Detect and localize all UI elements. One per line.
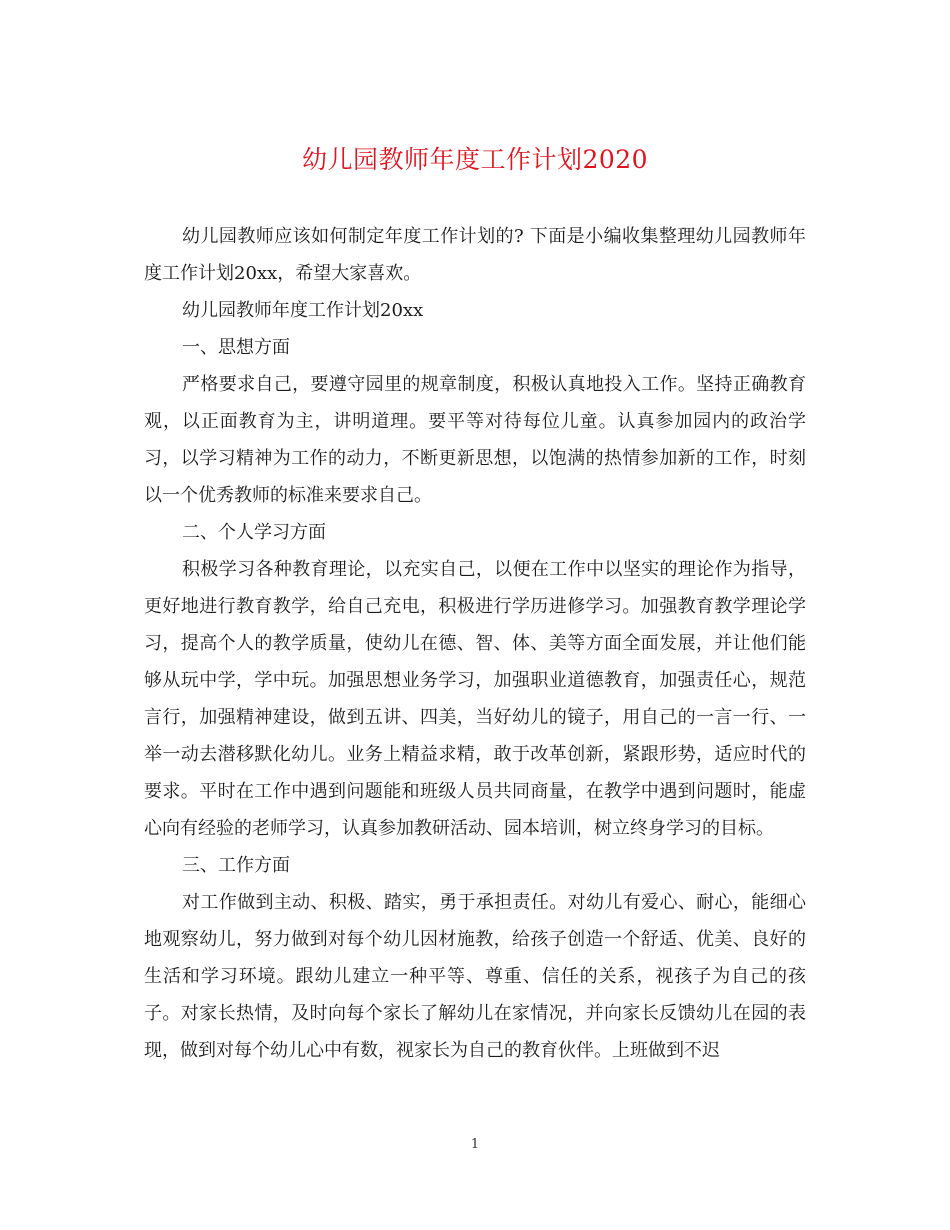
section-heading-work: 三、工作方面 — [182, 855, 290, 876]
page-number: 1 — [470, 1137, 480, 1152]
section-heading-ideology: 一、思想方面 — [182, 337, 290, 358]
work-paragraph: 对工作做到主动、积极、踏实，勇于承担责任。对幼儿有爱心、耐心，能细心地观察幼儿，努力做到对每个幼儿因材施教，给孩子创造一个舒适、优美、良好的生活和学习环境。跟幼儿建立一种平等、尊重、信任的关系，视孩子为自己的孩子。对家长热情，及时向每个家长了解幼儿在家情况，并向家长反馈幼儿在园的表现，做到对每个幼儿心中有数，视家长为自己的教育伙伴。上班做到不迟 — [144, 892, 806, 1061]
page-title: 幼儿园教师年度工作计划2020 — [301, 145, 649, 174]
section-heading-personal-study: 二、个人学习方面 — [182, 522, 326, 543]
subtitle-paragraph: 幼儿园教师年度工作计划20xx — [182, 300, 424, 321]
intro-paragraph: 幼儿园教师应该如何制定年度工作计划的? 下面是小编收集整理幼儿园教师年度工作计划20xx，希望大家喜欢。 — [144, 226, 806, 284]
document-body — [144, 218, 806, 1069]
personal-study-paragraph: 积极学习各种教育理论，以充实自己，以便在工作中以坚实的理论作为指导，更好地进行教育教学，给自己充电，积极进行学历进修学习。加强教育教学理论学习，提高个人的教学质量，使幼儿在德、智、体、美等方面全面发展，并让他们能够从玩中学，学中玩。加强思想业务学习，加强职业道德教育，加强责任心，规范言行，加强精神建设，做到五讲、四美，当好幼儿的镜子，用自己的一言一行、一举一动去潜移默化幼儿。业务上精益求精，敢于改革创新，紧跟形势，适应时代的要求。平时在工作中遇到问题能和班级人员共同商量，在教学中遇到问题时，能虚心向有经验的老师学习，认真参加教研活动、园本培训，树立终身学习的目标。 — [144, 559, 806, 839]
ideology-paragraph: 严格要求自己，要遵守园里的规章制度，积极认真地投入工作。坚持正确教育观，以正面教育为主，讲明道理。要平等对待每位儿童。认真参加园内的政治学习，以学习精神为工作的动力，不断更新思想，以饱满的热情参加新的工作，时刻以一个优秀教师的标准来要求自己。 — [144, 374, 806, 506]
